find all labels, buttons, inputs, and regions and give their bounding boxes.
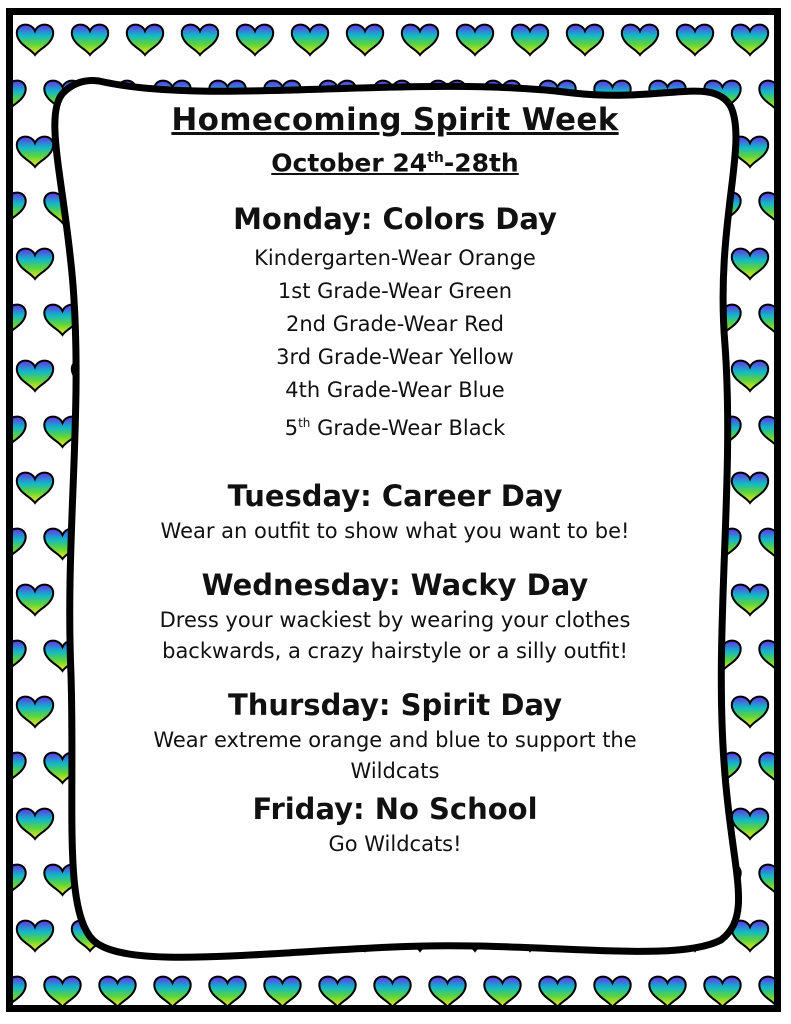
thursday-heading: Thursday: Spirit Day xyxy=(227,688,563,723)
thursday-description-line1: Wear extreme orange and blue to support the xyxy=(153,728,637,753)
grade-line: 1st Grade-Wear Green xyxy=(277,279,513,304)
date-range xyxy=(110,140,680,181)
thursday-description-line2: Wildcats xyxy=(350,759,440,784)
date-start-suffix: th xyxy=(427,150,444,166)
wednesday-section xyxy=(110,565,680,667)
grade-line: Kindergarten-Wear Orange xyxy=(254,246,536,271)
flyer-content xyxy=(110,100,680,860)
flyer-title: Homecoming Spirit Week xyxy=(171,102,619,138)
date-end: -28th xyxy=(443,148,519,178)
grade-line: 2nd Grade-Wear Red xyxy=(286,312,504,337)
monday-section xyxy=(110,199,680,445)
tuesday-section xyxy=(110,476,680,547)
wednesday-description-line2: backwards, a crazy hairstyle or a silly outfit! xyxy=(162,639,628,664)
friday-heading: Friday: No School xyxy=(252,792,538,827)
wednesday-heading: Wednesday: Wacky Day xyxy=(201,568,589,603)
grade-line: 5th Grade-Wear Black xyxy=(284,416,506,441)
grade-color-list xyxy=(110,242,680,445)
friday-description: Go Wildcats! xyxy=(328,832,462,857)
date-start: October 24 xyxy=(271,148,428,178)
wednesday-description-line1: Dress your wackiest by wearing your clothes xyxy=(159,608,631,633)
tuesday-description: Wear an outfit to show what you want to be! xyxy=(160,519,630,544)
tuesday-heading: Tuesday: Career Day xyxy=(227,479,563,514)
thursday-section xyxy=(110,685,680,787)
monday-heading: Monday: Colors Day xyxy=(233,202,557,237)
grade-line: 4th Grade-Wear Blue xyxy=(285,378,505,403)
friday-section xyxy=(110,789,680,860)
grade-line: 3rd Grade-Wear Yellow xyxy=(276,345,514,370)
